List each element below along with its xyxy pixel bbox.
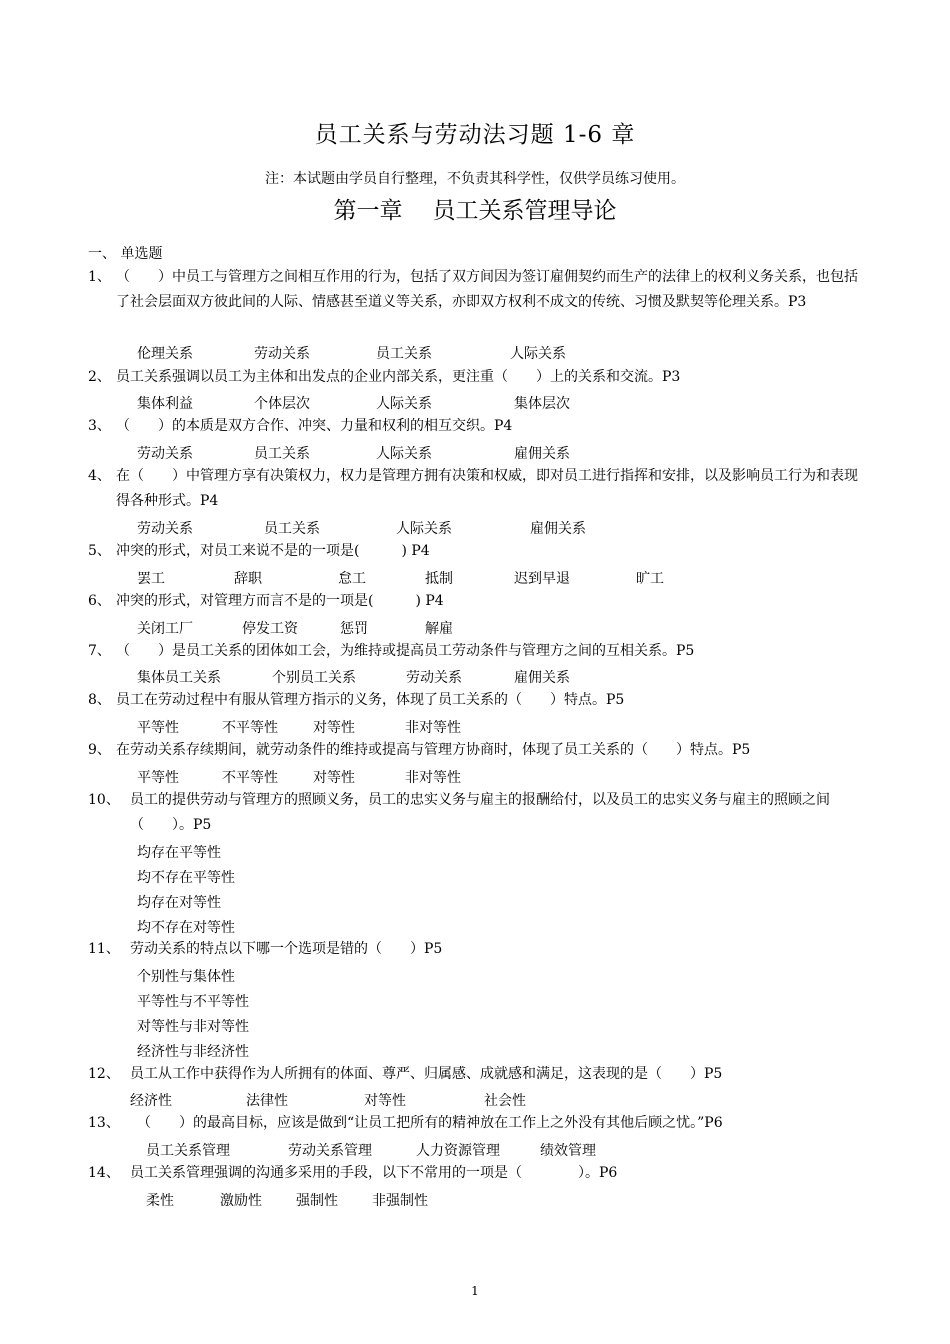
option: 不平等性 [222,770,278,786]
option: 伦理关系 [137,346,193,362]
question-text: 劳动关系的特点以下哪一个选项是错的（ ）P5 [130,941,443,957]
option: 罢工 [137,571,165,587]
option: 关闭工厂 [137,621,193,637]
question-text: 员工的提供劳动与管理方的照顾义务，员工的忠实义务与雇主的报酬给付，以及员工的忠实义务与雇主的照顾之间（ ）。P5 [130,792,830,833]
question-number: 11、 [88,941,120,957]
question-text: 员工关系管理强调的沟通多采用的手段，以下不常用的一项是（ ）。P6 [130,1165,618,1181]
option: 人际关系 [510,346,566,362]
option: 集体层次 [514,396,570,412]
option: 解雇 [425,621,453,637]
question-text: 在（ ）中管理方享有决策权力，权力是管理方拥有决策和权威，即对员工进行指挥和安排，以及影响员工行为和表现得各种形式。P4 [116,468,858,509]
option: 非对等性 [405,770,461,786]
option: 个体层次 [254,396,310,412]
option: 员工关系 [264,521,320,537]
option: 劳动关系 [406,670,462,686]
option: 法律性 [246,1093,288,1109]
option: 平等性 [137,770,179,786]
option: 经济性与非经济性 [137,1044,249,1060]
document-title: 员工关系与劳动法习题 1-6 章 [314,122,636,148]
option: 均不存在对等性 [137,920,235,936]
option: 绩效管理 [540,1143,596,1159]
option: 迟到早退 [514,571,570,587]
option: 惩罚 [340,621,368,637]
section-heading: 一、 单选题 [88,246,163,262]
option: 均存在平等性 [137,845,221,861]
option: 员工关系管理 [146,1143,230,1159]
question-number: 9、 [88,742,111,758]
option: 对等性 [313,720,355,736]
option: 抵制 [425,571,453,587]
option: 人际关系 [396,521,452,537]
chapter-number: 第一章 [333,198,403,224]
option: 非对等性 [405,720,461,736]
option: 经济性 [130,1093,172,1109]
option: 集体利益 [137,396,193,412]
option: 怠工 [338,571,366,587]
option: 均不存在平等性 [137,870,235,886]
option: 员工关系 [254,446,310,462]
question-text: 员工在劳动过程中有服从管理方指示的义务，体现了员工关系的（ ）特点。P5 [116,692,625,708]
chapter-name: 员工关系管理导论 [432,198,617,224]
option: 不平等性 [222,720,278,736]
page-number: 1 [471,1284,479,1298]
option: 人力资源管理 [416,1143,500,1159]
option: 员工关系 [376,346,432,362]
option: 柔性 [146,1193,174,1209]
question-text: 在劳动关系存续期间，就劳动条件的维持或提高与管理方协商时，体现了员工关系的（ ）特点。P5 [116,742,751,758]
option: 劳动关系管理 [288,1143,372,1159]
option: 雇佣关系 [530,521,586,537]
option: 激励性 [220,1193,262,1209]
question-number: 1、 [88,269,111,285]
question-text: 员工关系强调以员工为主体和出发点的企业内部关系，更注重（ ）上的关系和交流。P3 [116,369,681,385]
option: 个别员工关系 [272,670,356,686]
option: 非强制性 [372,1193,428,1209]
option: 对等性与非对等性 [137,1019,249,1035]
question-number: 4、 [88,468,111,484]
option: 雇佣关系 [514,670,570,686]
question-number: 6、 [88,593,111,609]
option: 人际关系 [376,396,432,412]
question-number: 13、 [88,1115,120,1131]
question-number: 12、 [88,1066,120,1082]
question-text: 冲突的形式，对管理方而言不是的一项是( ) P4 [116,593,444,609]
option: 劳动关系 [254,346,310,362]
option: 停发工资 [242,621,298,637]
option: 强制性 [296,1193,338,1209]
option: 社会性 [484,1093,526,1109]
question-number: 8、 [88,692,111,708]
option: 旷工 [636,571,664,587]
question-text: （ ）的最高目标，应该是做到“让员工把所有的精神放在工作上之外没有其他后顾之忧。”P6 [137,1115,723,1131]
question-text: （ ）中员工与管理方之间相互作用的行为，包括了双方间因为签订雇佣契约而生产的法律上的权利义务关系，也包括了社会层面双方彼此间的人际、情感甚至道义等关系，亦即双方权利不成文的传统、习惯及默契等伦理关系。P3 [116,269,858,310]
question-number: 3、 [88,418,111,434]
question-number: 14、 [88,1165,120,1181]
option: 人际关系 [376,446,432,462]
question-number: 2、 [88,369,111,385]
chapter-heading [0,192,950,225]
disclaimer-note: 注：本试题由学员自行整理，不负责其科学性，仅供学员练习使用。 [265,171,685,187]
question-number: 10、 [88,792,120,808]
option: 劳动关系 [137,521,193,537]
option: 平等性与不平等性 [137,994,249,1010]
option: 对等性 [364,1093,406,1109]
option: 劳动关系 [137,446,193,462]
question-number: 7、 [88,643,111,659]
question-text: （ ）的本质是双方合作、冲突、力量和权利的相互交织。P4 [116,418,513,434]
question-number: 5、 [88,543,111,559]
question-text: 冲突的形式，对员工来说不是的一项是( ) P4 [116,543,430,559]
option: 平等性 [137,720,179,736]
question-text: 员工从工作中获得作为人所拥有的体面、尊严、归属感、成就感和满足，这表现的是（ ）P5 [130,1066,723,1082]
question-text: （ ）是员工关系的团体如工会，为维持或提高员工劳动条件与管理方之间的互相关系。P5 [116,643,695,659]
option: 均存在对等性 [137,895,221,911]
option: 对等性 [313,770,355,786]
option: 集体员工关系 [137,670,221,686]
option: 辞职 [234,571,262,587]
option: 雇佣关系 [514,446,570,462]
option: 个别性与集体性 [137,969,235,985]
